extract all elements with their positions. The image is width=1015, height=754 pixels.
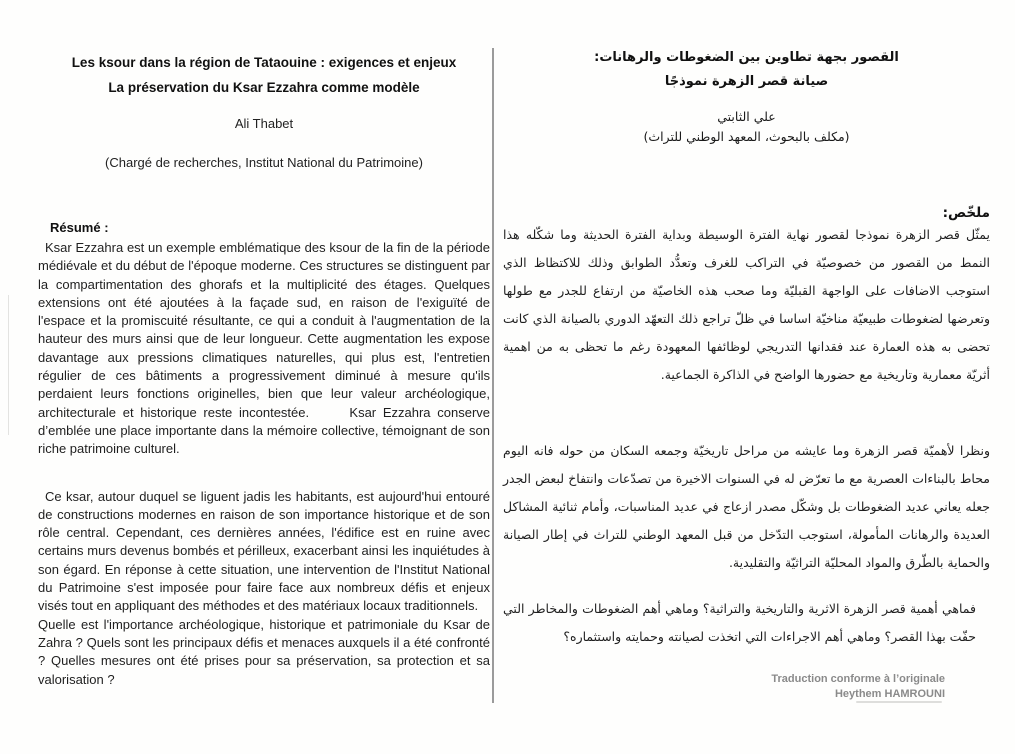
french-paragraph-3: Quelle est l'importance archéologique, historique et patrimoniale du Ksar de Zahra ? Quels sont les principaux défis et menaces auxquels il a été confronté ? Quelles mesures ont été prises pour sa préservation, sa protection et sa valorisation ? [38,616,490,687]
french-title-line1: Les ksour dans la région de Tataouine : exigences et enjeux [71,55,457,70]
arabic-paragraph-1: يمثّل قصر الزهرة نموذجا لقصور نهاية الفترة الوسيطة وبداية الفترة الحديثة وما شكّله هذا النمط من القصور من خصوصيّة في التراكب للغرف وتعدُّد الطوابق وذلك للاكتظاظ الذي استوجب الاضافات على الواجهة القبليّة وما صحب هذه الخاصيّة من ارتفاع للجدر مع طولها وتعرضها لضغوطات طبيعيّة مناخيّة اساسا في ظلّ تراجع ذلك التعهّد الدوري بالصيانة الذي كانت تحضى به هذه العمارة عند فقدانها التدريجي لوظائفها المعهودة رغم ما تحظى به من اهمية أثريّة معمارية وتاريخية مع حضورها الواضح في الذاكرة الجماعية. [503,227,990,382]
scan-artifact-line [8,295,9,435]
arabic-title-line2: صيانة قصر الزهرة نموذجًا [664,74,829,89]
arabic-abstract-label: ملخّص: [942,205,990,221]
scan-artifact-smudge [856,701,942,703]
french-paragraph-1: Ksar Ezzahra est un exemple emblématique des ksour de la fin de la période médiévale et du début de l'époque moderne. Ces structures se distinguent par la compartimentation des ghorafs et la multiplicité des étages. Quelques extensions ont été ajoutées à la façade sud, en raison de l'exiguïté de l'espace et la promiscuité résultante, ce qui a conduit à l'augmentation de la hauteur des murs ainsi que de leur longueur. Cette augmentation les expose davantage aux pressions climatiques naturelles, qui plus est, l'entretien régulier de ces bâtiments a progressivement diminué à mesure qu'ils perdaient leurs fonctions originelles, bien que leur valeur archéologique, architecturale et historique reste incontestée. Ksar Ezzahra conserve d’emblée une place importante dans la mémoire collective, témoignant de son riche patrimoine culturel. [38,240,490,457]
french-title-line2: La préservation du Ksar Ezzahra comme modèle [108,80,420,95]
french-affiliation: (Chargé de recherches, Institut National du Patrimoine) [105,155,423,170]
french-column [38,50,490,689]
translation-note: Traduction conforme à l’originale [771,673,945,685]
arabic-paragraph-2: ونظرا لأهميّة قصر الزهرة وما عايشه من مراحل تاريخيّة وجمعه السكان من حوله فانه اليوم محاط بالبناءات العصرية مع ما تعرّض له في السنوات الاخيرة من تصدّعات وانتفاخ لبعض الجدر جعله يعاني عديد الضغوطات بل وشكّل مصدر ازعاج في عديد المناسبات، وأمام ثنائية المشاكل العديدة والرهانات المأمولة، استوجب التدّخل من قبل المعهد الوطني للتراث في إطار الصيانة والحماية بالطّرق والمواد المحليّة التراثيّة والتقليدية. [503,443,990,570]
translation-footer [771,672,945,702]
french-abstract-label: Résumé : [50,220,109,235]
french-author: Ali Thabet [234,116,294,131]
arabic-title-line1: القصور بجهة تطاوين بين الضغوطات والرهانات: [594,50,899,65]
arabic-author-block [503,107,990,147]
french-title [38,50,490,100]
arabic-paragraph-3: فماهي أهمية قصر الزهرة الاثرية والتاريخية والتراثية؟ وماهي أهم الضغوطات والمخاطر التي حفّت بهذا القصر؟ وماهي أهم الاجراءات التي اتخذت لصيانته وحمايته واستثماره؟ [503,601,976,644]
french-paragraph-2: Ce ksar, autour duquel se liguent jadis les habitants, est aujourd'hui entouré de constructions modernes en raison de son importance historique et de son rôle central. Cependant, ces dernières années, l'édifice est en ruine avec certains murs devenus bombés et périlleux, exacerbant ainsi les inquiétudes à son égard. En réponse à cette situation, une intervention de l'Institut National du Patrimoine s'est imposée pour faire face aux nombreux défis et enjeux visés tout en appliquant des méthodes et des matériaux locaux traditionnels. [38,488,490,614]
column-divider [492,48,494,703]
arabic-title [503,46,990,94]
arabic-column [503,46,990,651]
arabic-author: علي الثابتي [717,109,776,124]
translator-name: Heythem HAMROUNI [834,688,945,700]
arabic-affiliation: (مكلف بالبحوث، المعهد الوطني للتراث) [643,129,850,144]
